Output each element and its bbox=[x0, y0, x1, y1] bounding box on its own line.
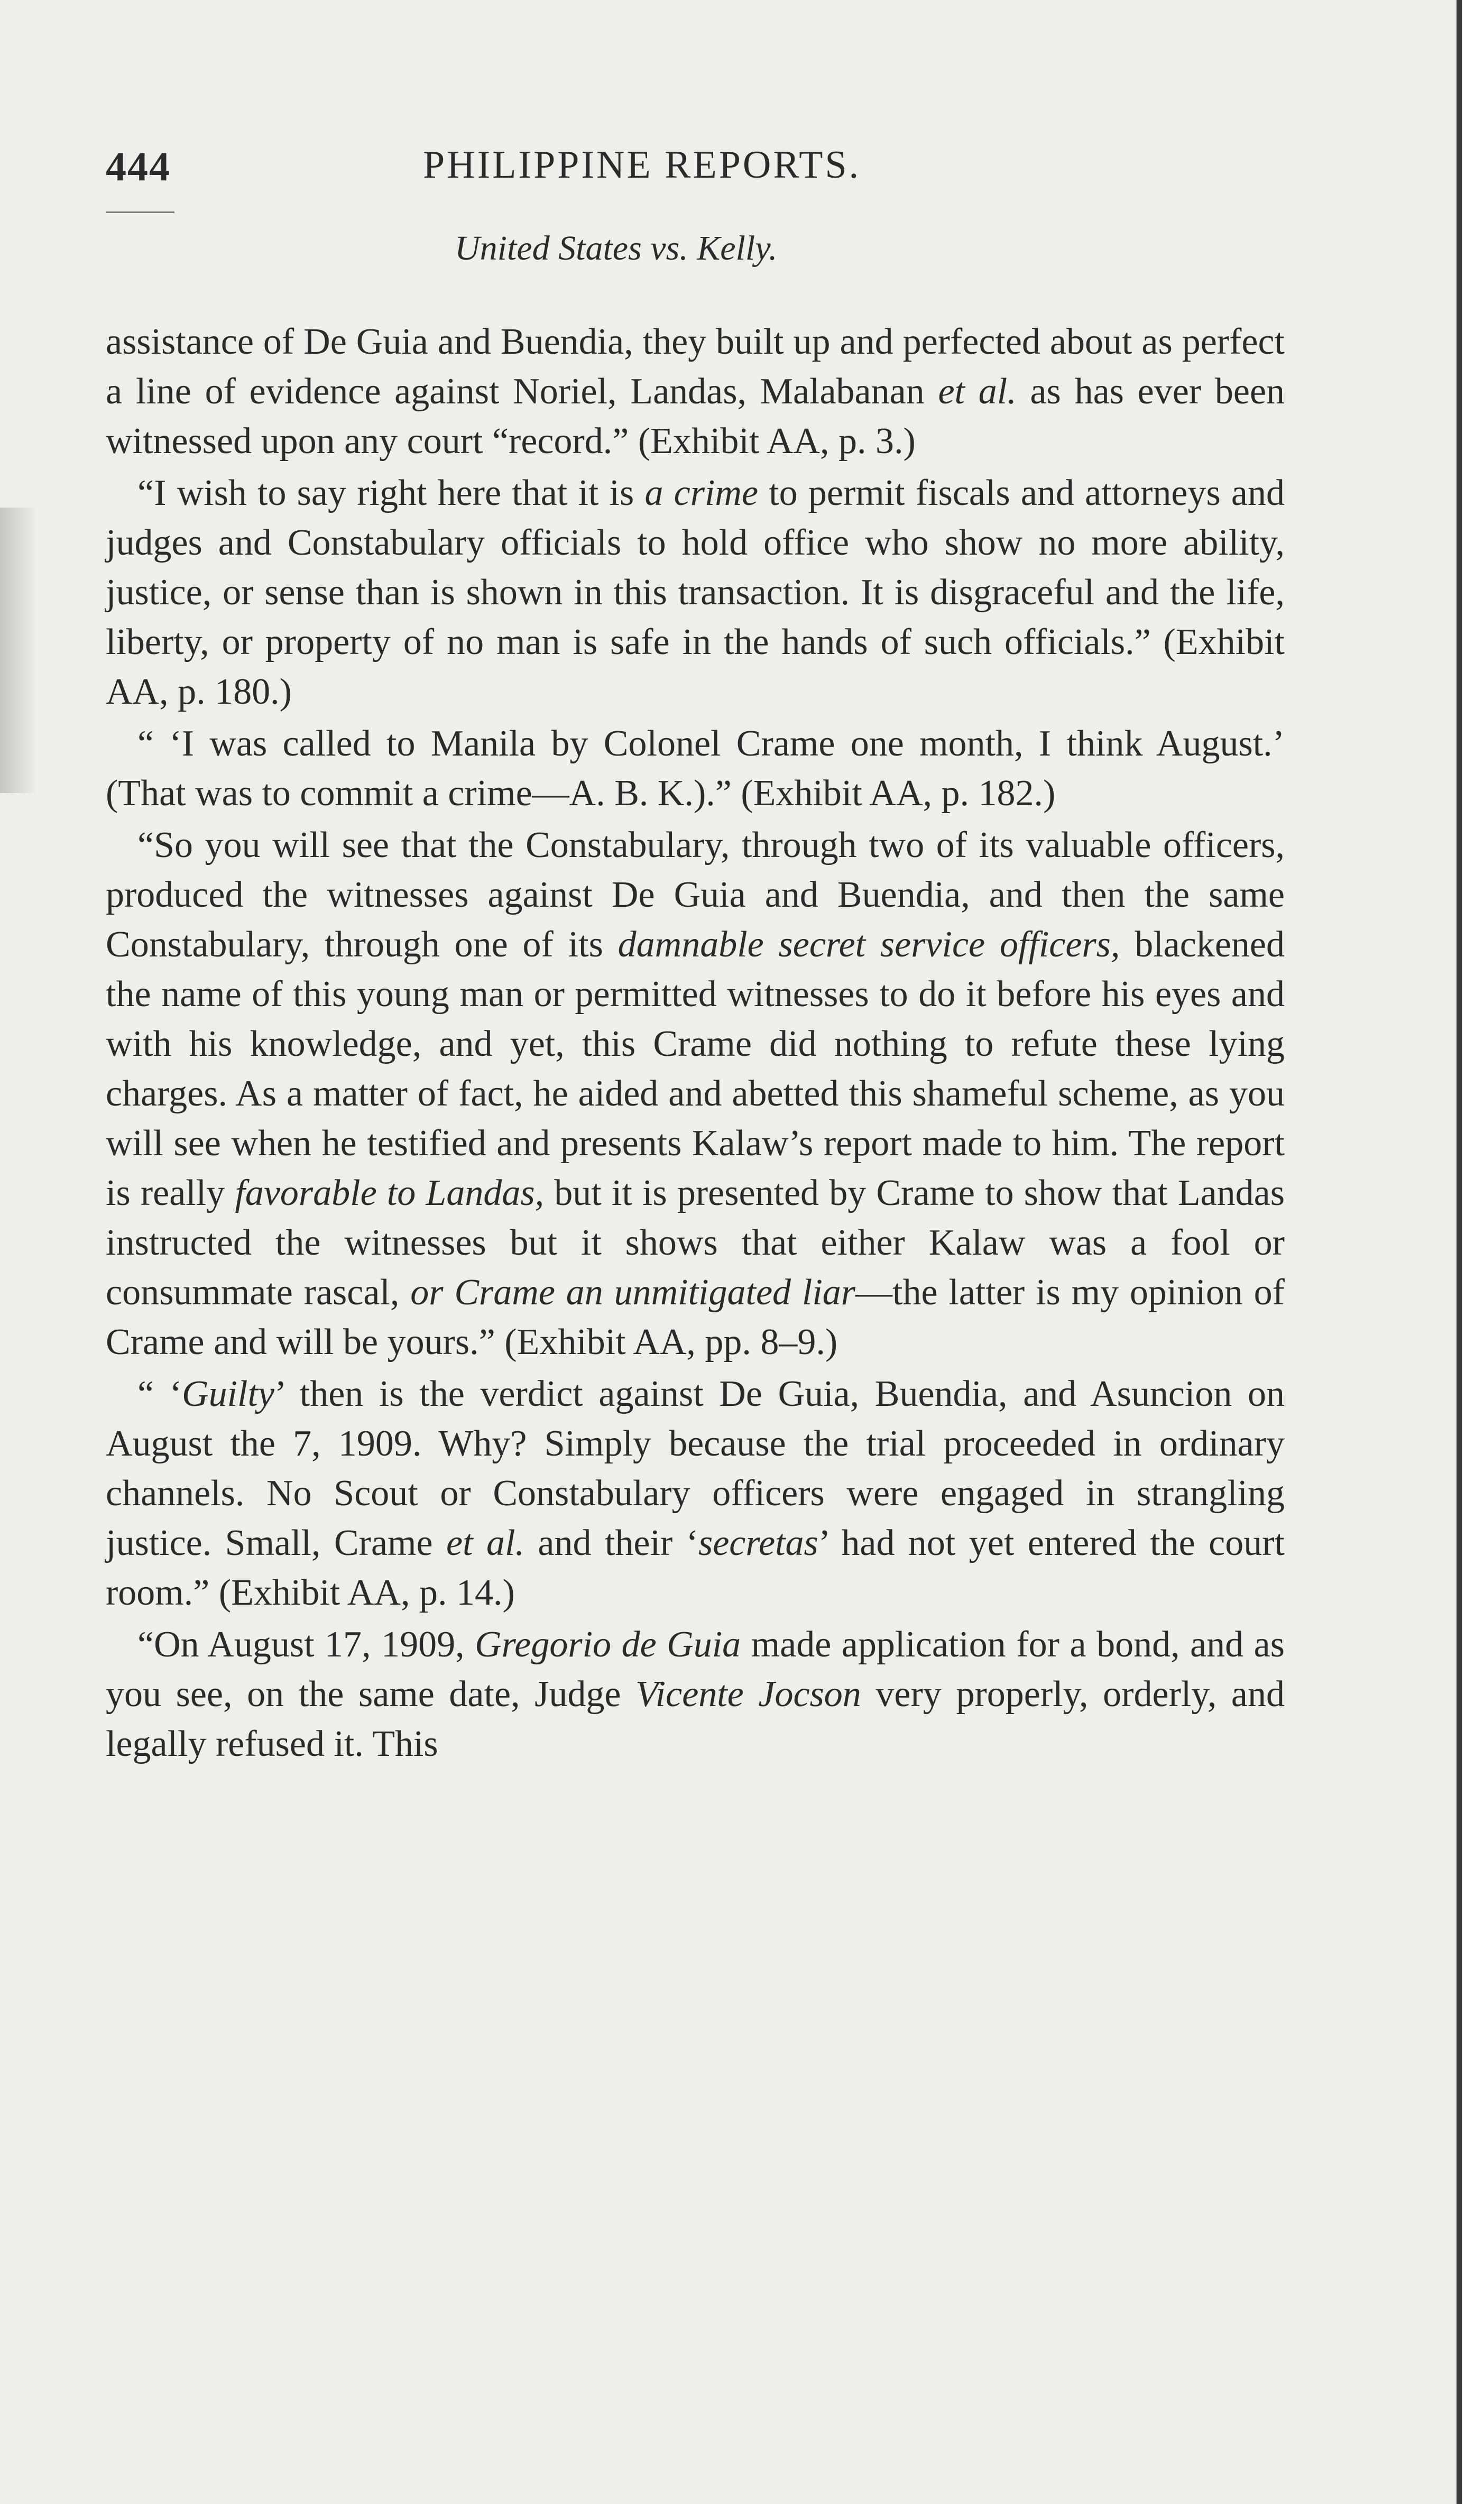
page-header bbox=[106, 143, 1285, 206]
text-run: ’ had not yet entered the court room.” (Exhibit AA, p. 14.) bbox=[106, 1523, 1285, 1613]
page-number: 444 bbox=[106, 143, 171, 189]
paragraph-1 bbox=[106, 317, 1285, 466]
italic-run: secretas bbox=[698, 1523, 818, 1563]
text-run: “ ‘I was called to Manila by Colonel Crame one month, I think August.’ (That was to commit a crime—A. B. K.).” (Exhibit AA, p. 182.) bbox=[106, 723, 1285, 814]
case-caption: United States vs. Kelly. bbox=[455, 229, 778, 268]
text-run: —the latter is my opinion of Crame and will be yours.” (Exhibit AA, pp. 8–9.) bbox=[106, 1272, 1285, 1363]
italic-run: a crime bbox=[644, 473, 759, 513]
text-run: to permit fiscals and attorneys and judges and Constabulary officials to hold office who show no more ability, justice, or sense than is shown in this transaction. It is disgraceful and the life, liberty, or property of no man is safe in the hands of such officials.” (Exhibit AA, p. 180.) bbox=[106, 473, 1285, 712]
page-edge bbox=[1457, 0, 1484, 2504]
italic-run: et al. bbox=[446, 1523, 524, 1563]
italic-run: Guilty bbox=[182, 1374, 274, 1414]
italic-run: et al. bbox=[938, 371, 1017, 412]
text-run: “On August 17, 1909, bbox=[137, 1624, 475, 1665]
paragraph-5 bbox=[106, 1369, 1285, 1618]
italic-run: Gregorio de Guia bbox=[475, 1624, 741, 1665]
text-run: blackened the name of this young man or permitted witnesses to do it before his eyes and with his knowledge, and yet, this Crame did nothing to refute these lying charges. As a matter of fact, he aided and abetted this shameful scheme, as you will see when he testified and presents Kalaw’s report made to him. The report is really bbox=[106, 924, 1285, 1213]
paragraph-3 bbox=[106, 719, 1285, 818]
text-run: “I wish to say right here that it is bbox=[137, 473, 645, 513]
italic-run: or Crame an unmitigated liar bbox=[410, 1272, 856, 1313]
italic-run: Vicente Jocson bbox=[635, 1674, 861, 1715]
text-run: “So you will see that the Constabulary, through two of its valuable officers, produced the witnesses against De Guia and Buendia, and then the same Constabulary, through one of its bbox=[106, 825, 1285, 965]
text-run: and their ‘ bbox=[524, 1523, 698, 1563]
header-rule bbox=[106, 211, 174, 213]
text-run: made application for a bond, and as you see, on the same date, Judge bbox=[106, 1624, 1285, 1715]
text-run: very properly, orderly, and legally refused it. This bbox=[106, 1674, 1285, 1764]
paragraph-2 bbox=[106, 468, 1285, 717]
paragraph-6 bbox=[106, 1620, 1285, 1769]
text-run: assistance of De Guia and Buendia, they built up and perfected about as perfect a line of evidence against Noriel, Landas, Malabanan bbox=[106, 321, 1285, 412]
text-run: but it is presented by Crame to show that Landas instructed the witnesses but it shows that either Kalaw was a fool or consummate rascal, bbox=[106, 1173, 1285, 1313]
italic-run: damnable secret service officers, bbox=[617, 924, 1120, 965]
running-title: PHILIPPINE REPORTS. bbox=[423, 143, 861, 187]
paragraph-4 bbox=[106, 821, 1285, 1367]
binding-shadow bbox=[0, 508, 37, 793]
text-run: ’ then is the verdict against De Guia, Buendia, and Asuncion on August the 7, 1909. Why? Simply because the trial proceeded in ordinary channels. No Scout or Constabulary officers were engaged in strangling justice. Small, Crame bbox=[106, 1374, 1285, 1563]
body-text bbox=[106, 317, 1285, 1771]
text-run: “ ‘ bbox=[137, 1374, 182, 1414]
italic-run: favorable to Landas, bbox=[235, 1173, 545, 1213]
text-run: as has ever been witnessed upon any court “record.” (Exhibit AA, p. 3.) bbox=[106, 371, 1285, 462]
